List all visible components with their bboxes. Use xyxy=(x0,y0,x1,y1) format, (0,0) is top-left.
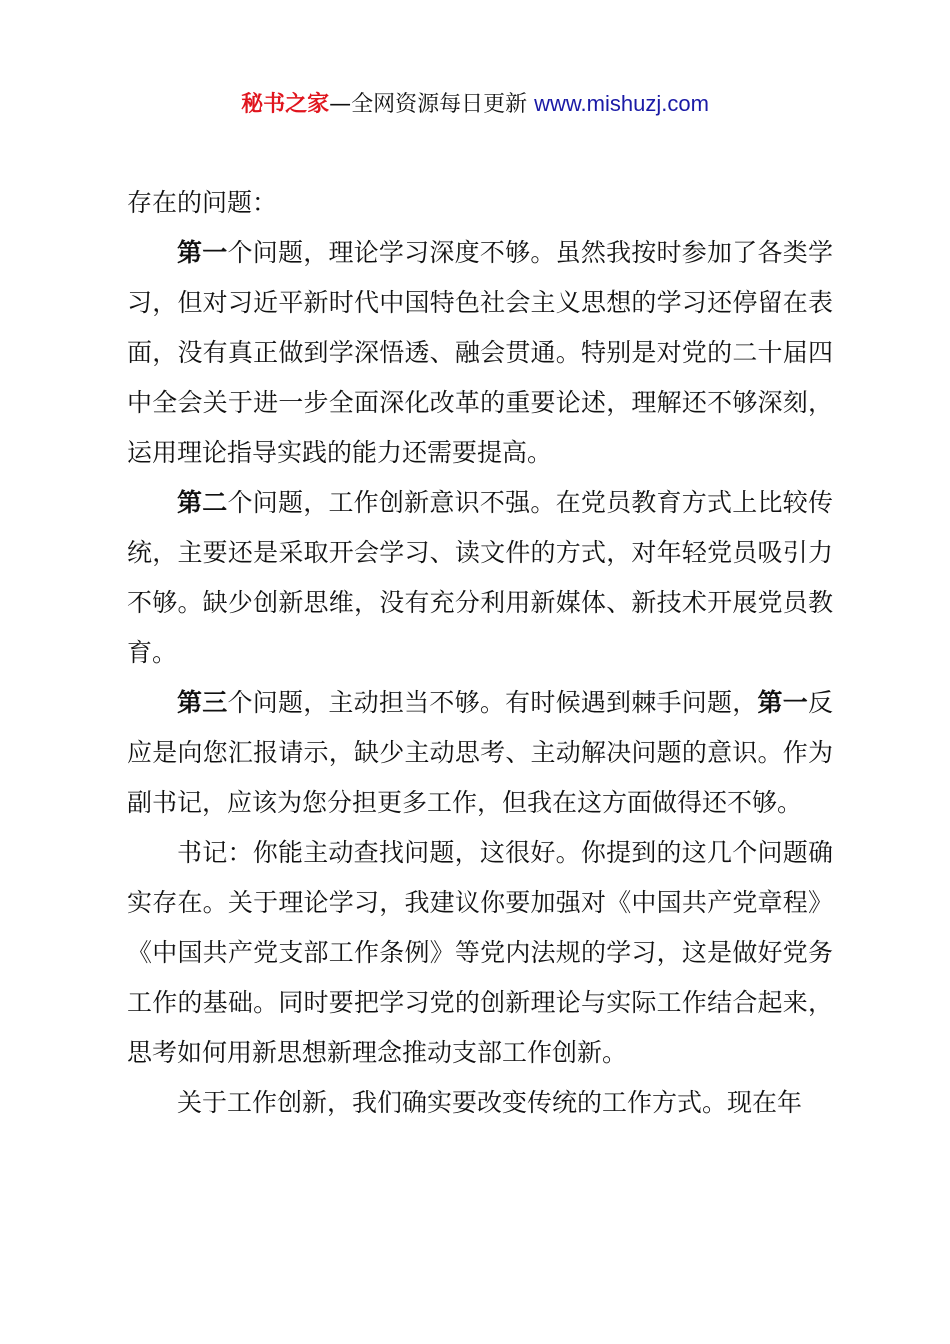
paragraph-text: 个问题，工作创新意识不强。在党员教育方式上比较传统，主要还是采取开会学习、读文件的方式，对年轻党员吸引力不够。缺少创新思维，没有充分利用新媒体、新技术开展党员教育。 xyxy=(127,488,833,667)
ordinal-label: 第二 xyxy=(177,488,228,517)
website-link[interactable]: www.mishuzj.com xyxy=(534,91,709,116)
paragraph-text: 反应是向您汇报请示，缺少主动思考、主动解决问题的意识。作为副书记，应该为您分担更多工作，但我在这方面做得还不够。 xyxy=(127,688,833,817)
paragraph-text: 个问题，主动担当不够。有时候遇到棘手问题， xyxy=(227,688,758,717)
ordinal-label: 第一 xyxy=(177,238,228,267)
paragraph-problem-1 xyxy=(127,228,833,478)
paragraph-text: 个问题，理论学习深度不够。虽然我按时参加了各类学习，但对习近平新时代中国特色社会主义思想的学习还停留在表面，没有真正做到学深悟透、融会贯通。特别是对党的二十届四中全会关于进一步全面深化改革的重要论述，理解还不够深刻，运用理论指导实践的能力还需要提高。 xyxy=(127,238,833,467)
header-tagline: —全网资源每日更新 xyxy=(329,92,535,117)
paragraph-work-innovation: 关于工作创新，我们确实要改变传统的工作方式。现在年 xyxy=(177,1088,803,1117)
ordinal-label: 第三 xyxy=(177,688,228,717)
emphasis-text: 第一 xyxy=(757,688,808,717)
paragraph-problem-3 xyxy=(127,678,833,828)
document-body xyxy=(127,178,833,1128)
page-header xyxy=(0,88,950,121)
brand-name: 秘书之家 xyxy=(241,92,330,117)
paragraph-problem-2 xyxy=(127,478,833,678)
paragraph-secretary-reply: 书记：你能主动查找问题，这很好。你提到的这几个问题确实存在。关于理论学习，我建议你要加强对《中国共产党章程》《中国共产党支部工作条例》等党内法规的学习，这是做好党务工作的基础。同时要把学习党的创新理论与实际工作结合起来，思考如何用新思想新理念推动支部工作创新。 xyxy=(127,838,833,1067)
section-heading: 存在的问题： xyxy=(127,188,278,217)
